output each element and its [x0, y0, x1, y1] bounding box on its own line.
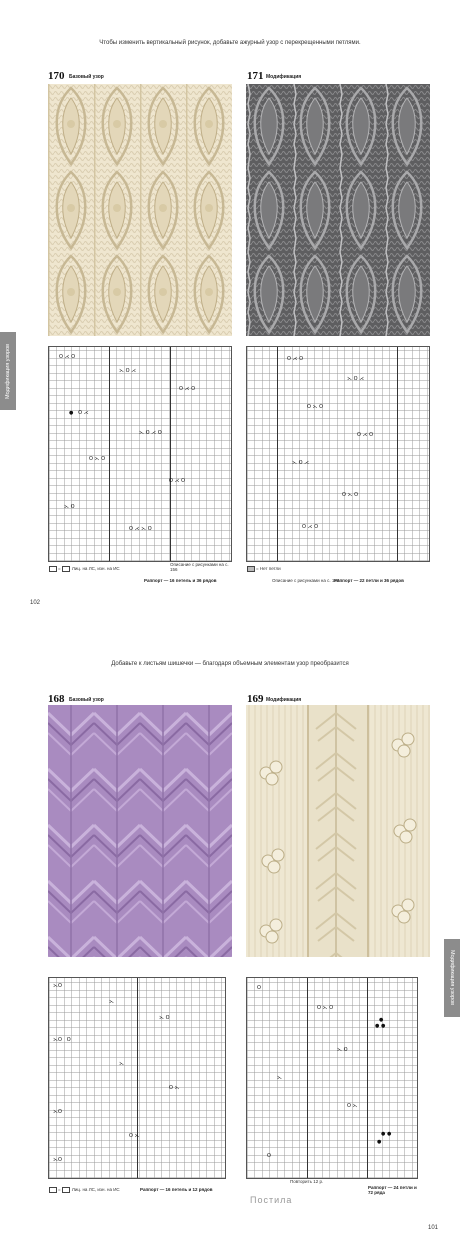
rapport-169: Раппорт — 24 петли и 72 ряда [368, 1185, 417, 1195]
page-number: 101 [428, 1225, 439, 1231]
knit-photo-169 [246, 705, 430, 957]
pattern-number-170: 170 [48, 70, 65, 82]
side-tab: Модификация узоров [0, 332, 16, 410]
page-101 [0, 625, 460, 1243]
watermark: Постила [250, 1195, 293, 1205]
pattern-number-169: 169 [247, 693, 264, 705]
pattern-label: Базовый узор [69, 74, 104, 80]
knit-photo-168 [48, 705, 232, 957]
rapport-168: Раппорт — 16 петель и 12 рядов [140, 1187, 213, 1192]
pattern-number-168: 168 [48, 693, 65, 705]
pattern-number-171: 171 [247, 70, 264, 82]
chart-legend-170: = Лиц. на ЛС, изн. на ИС [48, 566, 120, 572]
page-102 [0, 0, 460, 620]
knit-photo-171 [246, 84, 430, 336]
rapport-170: Раппорт — 16 петель и 36 рядов [144, 578, 217, 583]
side-tab: Модификация узоров [444, 939, 460, 1017]
chart-reference-170: Описание с рисунками на с. 156 [170, 562, 229, 572]
knitting-chart-169: O O ⋋ O ● ● ● ⋋ O ⋋ O ⋋ ● ● ● O [246, 977, 418, 1179]
chart-reference-171: Описание с рисунками на с. 156 [272, 578, 340, 583]
page-caption: Чтобы изменить вертикальный рисунок, добавьте ажурный узор с перекрещенными петлями. [99, 40, 361, 46]
repeat-note-169: Повторить 12 р. [290, 1179, 324, 1184]
chart-legend-171: = Нет петли [246, 566, 281, 572]
page-caption: Добавьте к листьям шишечки — благодаря объемным элементам узор преобразится [111, 661, 349, 667]
chart-legend-168: = Лиц. на ЛС, изн. на ИС [48, 1187, 120, 1193]
knitting-chart-171: O ⋌ O ⋋ O ⋌ O ⋋ O O ⋌ O ⋋ O ⋌ O ⋋ O O ⋌ O [246, 346, 430, 562]
knitting-chart-168: ⋋O ⋋ ⋋ O ⋋O O ⋋ O ⋋ ⋋O O ⋋ ⋋O [48, 977, 226, 1179]
pattern-label: Модификация [266, 74, 302, 80]
pattern-label: Модификация [266, 697, 302, 703]
knit-photo-170 [48, 84, 232, 336]
page-number: 102 [30, 600, 41, 606]
pattern-label: Базовый узор [69, 697, 104, 703]
rapport-171: Раппорт — 22 петли и 36 рядов [334, 578, 404, 583]
knitting-chart-170: O ⋌ O ⋋ O ⋌ O ⋌ O ● O ⋌ ⋋ O ⋌ O O ⋋ O O ⋌ O ⋋ O O ⋌ ⋋ O [48, 346, 232, 562]
